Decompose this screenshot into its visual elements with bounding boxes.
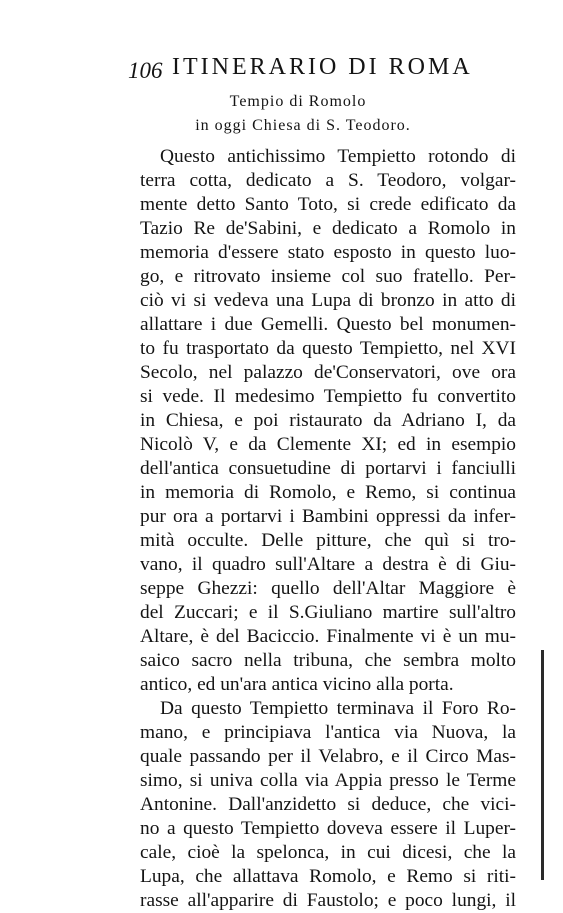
chapter-heading-line-1: Tempio di Romolo bbox=[229, 93, 367, 110]
text-line: mente detto Santo Toto, si crede edificato da bbox=[140, 194, 516, 215]
text-line: cale, cioè la spelonca, in cui dicesi, che la bbox=[140, 842, 516, 863]
text-line: pur ora a portarvi i Bambini oppressi da infer- bbox=[140, 506, 516, 527]
text-line: saico sacro nella tribuna, che sembra molto bbox=[140, 650, 516, 671]
text-line: to fu trasportato da questo Tempietto, nel XVI bbox=[140, 338, 516, 359]
text-line: Nicolò V, e da Clemente XI; ed in esempio bbox=[140, 434, 516, 455]
text-line: simo, si univa colla via Appia presso le Terme bbox=[140, 770, 516, 791]
text-line: dell'antica consuetudine di portarvi i fanciulli bbox=[140, 458, 516, 479]
text-line: go, e ritrovato insieme col suo fratello. Per- bbox=[140, 266, 516, 287]
text-line: memoria d'essere stato esposto in questo luo- bbox=[140, 242, 516, 263]
text-line: mità occulte. Delle pitture, che quì si tro- bbox=[140, 530, 516, 551]
text-line: rasse all'apparire di Faustolo; e poco lungi, il bbox=[140, 890, 516, 911]
running-head-title: ITINERARIO DI ROMA bbox=[172, 54, 473, 80]
text-line: Da questo Tempietto terminava il Foro Ro- bbox=[160, 698, 516, 719]
chapter-heading-line-2: in oggi Chiesa di S. Teodoro. bbox=[195, 117, 411, 134]
text-line: terra cotta, dedicato a S. Teodoro, volgar- bbox=[140, 170, 516, 191]
text-line: quale passando per il Velabro, e il Circo Mas- bbox=[140, 746, 516, 767]
text-line: in memoria di Romolo, e Remo, si continua bbox=[140, 482, 516, 503]
margin-rule bbox=[541, 650, 544, 880]
text-line: Altare, è del Baciccio. Finalmente vi è un mu- bbox=[140, 626, 516, 647]
text-line: no a questo Tempietto doveva essere il Luper- bbox=[140, 818, 516, 839]
text-line: vano, il quadro sull'Altare a destra è di Giu- bbox=[140, 554, 516, 575]
text-line: Secolo, nel palazzo de'Conservatori, ove ora bbox=[140, 362, 516, 383]
text-line: antico, ed un'ara antica vicino alla porta. bbox=[140, 674, 454, 695]
text-line: in Chiesa, e poi ristaurato da Adriano I, da bbox=[140, 410, 516, 431]
text-line: si vede. Il medesimo Tempietto fu convertito bbox=[140, 386, 516, 407]
text-line: mano, e principiava l'antica via Nuova, la bbox=[140, 722, 516, 743]
page-number: 106 bbox=[128, 58, 163, 83]
text-line: del Zuccari; e il S.Giuliano martire sull'altro bbox=[140, 602, 516, 623]
text-line: allattare i due Gemelli. Questo bel monumen- bbox=[140, 314, 516, 335]
text-line: Antonine. Dall'anzidetto si deduce, che vici- bbox=[140, 794, 516, 815]
text-line: seppe Ghezzi: quello dell'Altar Maggiore è bbox=[140, 578, 516, 599]
running-head bbox=[128, 54, 478, 88]
text-line: ciò vi si vedeva una Lupa di bronzo in atto di bbox=[140, 290, 516, 311]
text-line: Questo antichissimo Tempietto rotondo di bbox=[160, 146, 516, 167]
text-line: Lupa, che allattava Romolo, e Remo si riti- bbox=[140, 866, 516, 887]
text-line: Tazio Re de'Sabini, e dedicato a Romolo in bbox=[140, 218, 516, 239]
